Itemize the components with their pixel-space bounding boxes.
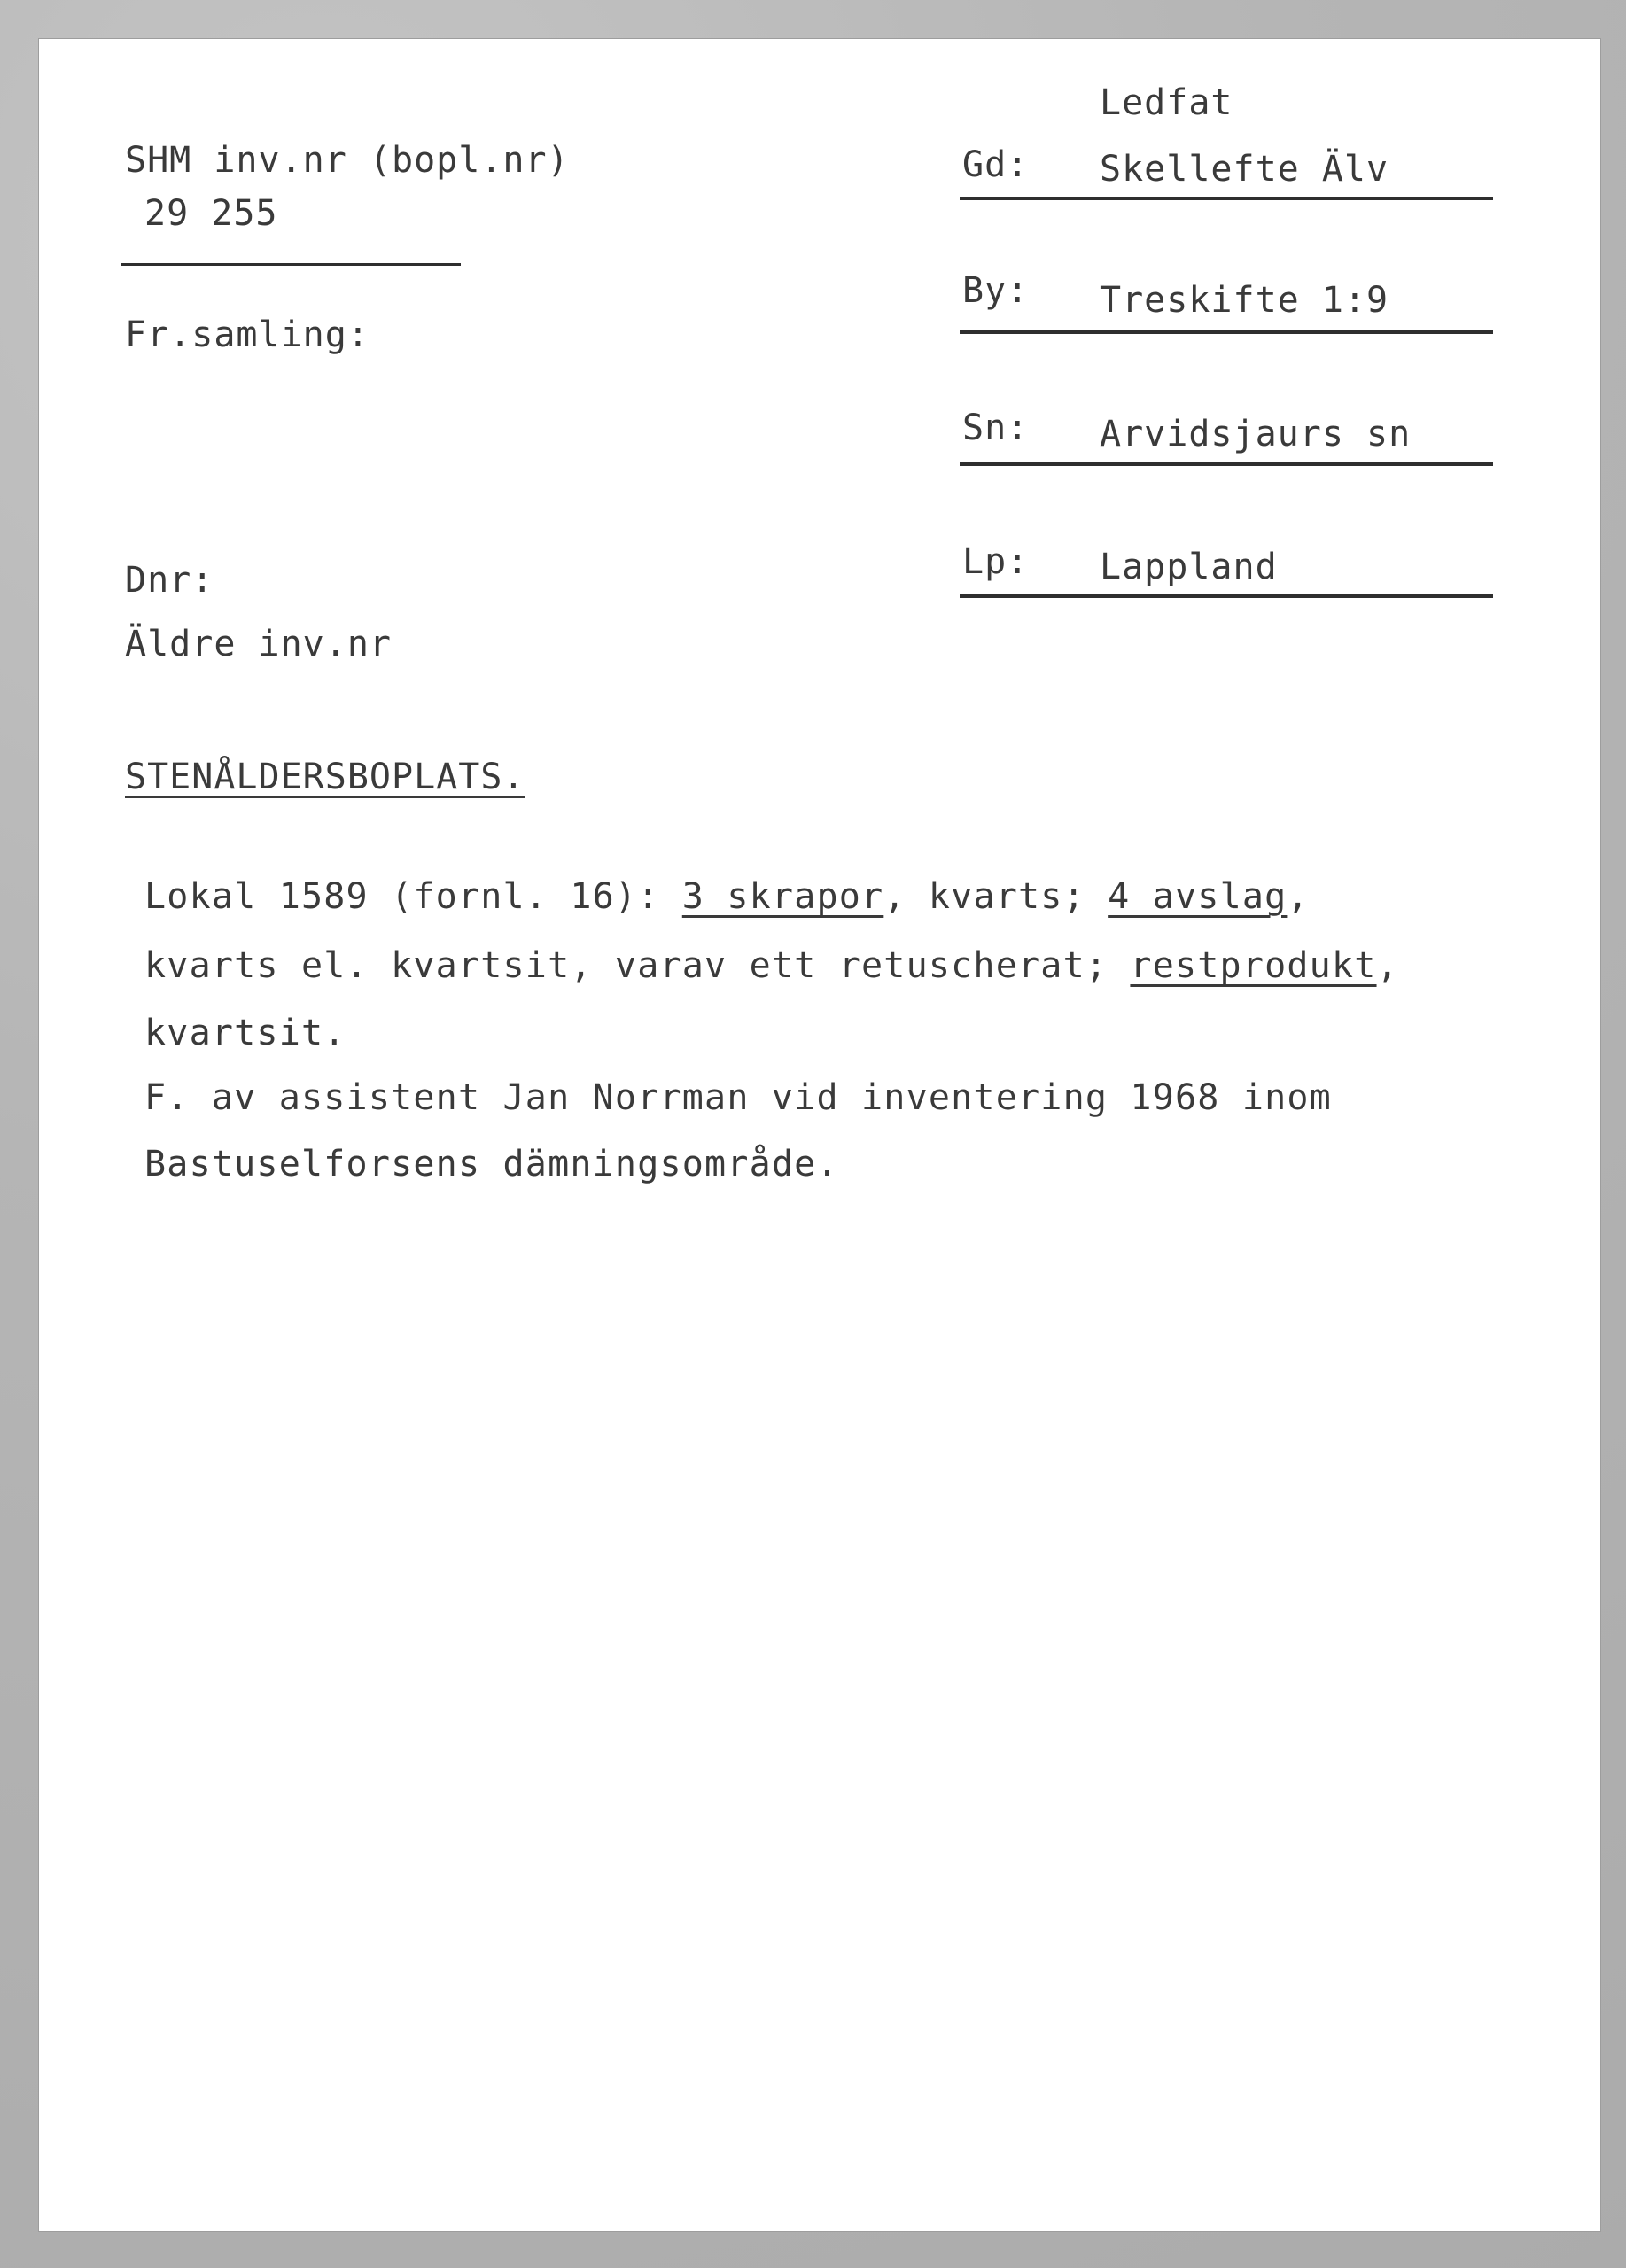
body-text: Lokal 1589 (fornl. 16): bbox=[144, 876, 682, 917]
inventory-number: 29 255 bbox=[144, 193, 278, 234]
gd-label: Gd: bbox=[962, 144, 1030, 185]
sn-value: Arvidsjaurs sn bbox=[1100, 414, 1412, 454]
body-text: , kvarts; bbox=[883, 876, 1109, 917]
lp-rule bbox=[960, 594, 1493, 598]
lp-value: Lappland bbox=[1100, 547, 1278, 587]
body-line-5: Bastuselforsens dämningsområde. bbox=[144, 1144, 839, 1184]
underlined-item: 3 skrapor bbox=[681, 876, 884, 917]
document-title: STENÅLDERSBOPLATS. bbox=[125, 757, 525, 797]
ledfat-label: Ledfat bbox=[1100, 82, 1233, 123]
sn-rule bbox=[960, 462, 1493, 466]
body-text: , bbox=[1287, 876, 1310, 917]
body-line-4: F. av assistent Jan Norrman vid inventering 1968 inom bbox=[144, 1077, 1332, 1118]
body-line-1 bbox=[144, 876, 1310, 917]
inventory-rule bbox=[121, 263, 461, 266]
lp-label: Lp: bbox=[962, 541, 1030, 582]
body-text: , bbox=[1376, 945, 1399, 986]
gd-rule bbox=[960, 197, 1493, 200]
by-value: Treskifte 1:9 bbox=[1100, 280, 1389, 321]
gd-value: Skellefte Älv bbox=[1100, 149, 1389, 190]
underlined-item: restprodukt bbox=[1130, 945, 1377, 986]
catalog-card bbox=[39, 39, 1600, 2231]
body-text: kvarts el. kvartsit, varav ett retuscherat; bbox=[144, 945, 1131, 986]
underlined-item: 4 avslag bbox=[1108, 876, 1288, 917]
fr-samling-label: Fr.samling: bbox=[125, 315, 370, 355]
by-label: By: bbox=[962, 270, 1030, 311]
inventory-label: SHM inv.nr (bopl.nr) bbox=[125, 140, 570, 181]
aldre-inv-label: Äldre inv.nr bbox=[125, 624, 392, 664]
body-line-2 bbox=[144, 945, 1399, 986]
by-rule bbox=[960, 330, 1493, 334]
body-line-3: kvartsit. bbox=[144, 1013, 346, 1053]
dnr-label: Dnr: bbox=[125, 560, 214, 601]
sn-label: Sn: bbox=[962, 408, 1030, 448]
